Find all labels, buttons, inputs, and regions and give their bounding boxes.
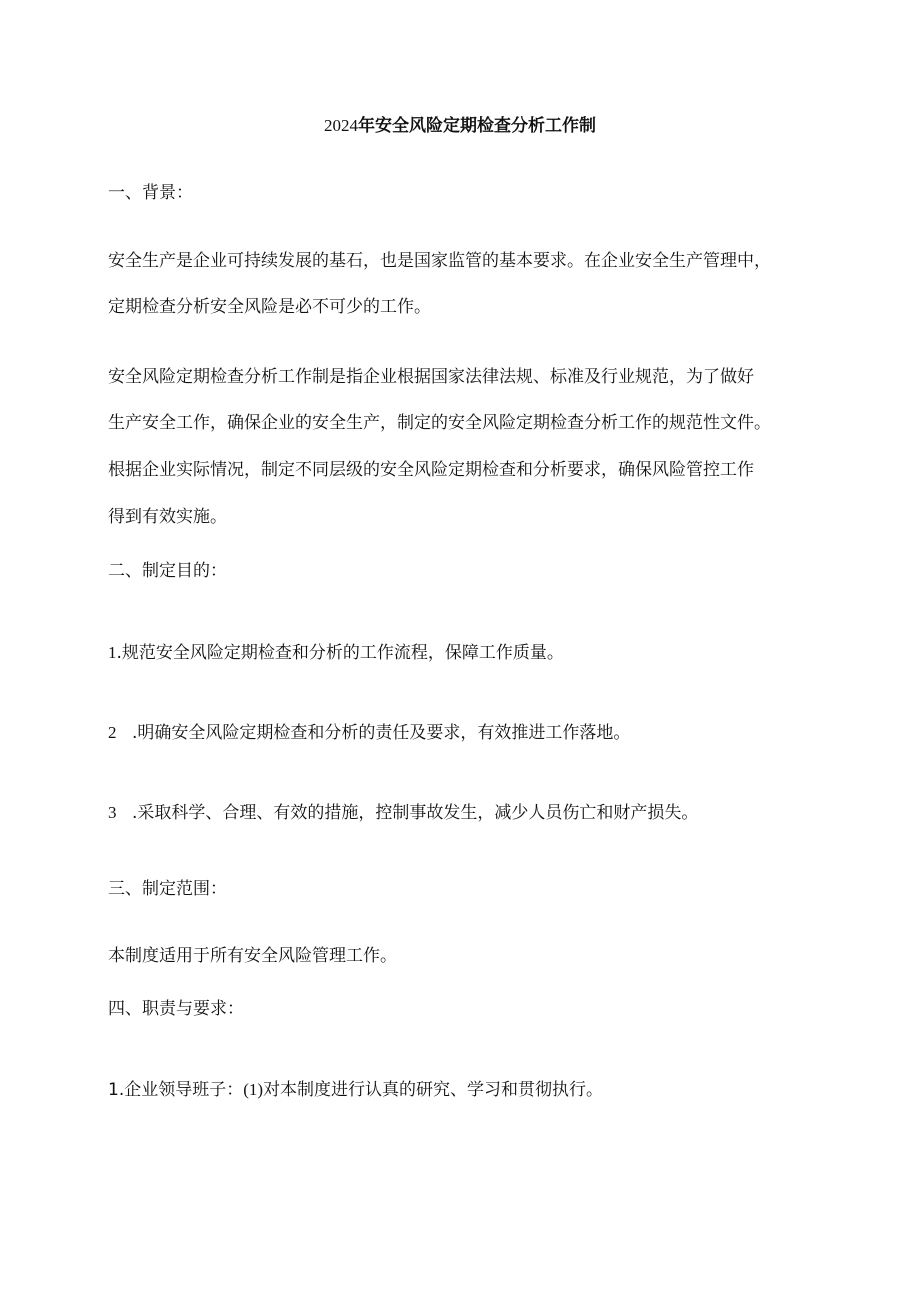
purpose-item-1-number: 1: [108, 643, 117, 662]
title-text: 年安全风险定期检查分析工作制: [358, 116, 596, 136]
title-year: 2024: [324, 116, 358, 135]
purpose-item-2-number: 2: [108, 723, 117, 742]
section-heading-purpose: 二、制定目的：: [108, 561, 227, 581]
purpose-item-2-text: .明确安全风险定期检查和分析的责任及要求，有效推进工作落地。: [132, 723, 631, 743]
purpose-item-2: [108, 720, 630, 746]
purpose-item-3-number: 3: [108, 803, 117, 822]
paragraph-definition-line-1: 安全风险定期检查分析工作制是指企业根据国家法律法规、标准及行业规范，为了做好: [108, 367, 754, 387]
scope-text: 本制度适用于所有安全风险管理工作。: [108, 946, 397, 966]
paragraph-definition-line-2: 生产安全工作，确保企业的安全生产，制定的安全风险定期检查分析工作的规范性文件。: [108, 413, 771, 433]
duty-item-1: [108, 1077, 603, 1103]
section-heading-scope: 三、制定范围：: [108, 879, 227, 899]
duty-item-1-text: 对本制度进行认真的研究、学习和贯彻执行。: [263, 1080, 604, 1100]
paragraph-background-line-1: 安全生产是企业可持续发展的基石，也是国家监管的基本要求。在企业安全生产管理中，: [108, 251, 771, 271]
document-title: [0, 113, 920, 139]
section-heading-duties: 四、职责与要求：: [108, 999, 244, 1019]
paragraph-definition-line-4: 得到有效实施。: [108, 507, 227, 527]
purpose-item-1: [108, 640, 564, 666]
paragraph-background-line-2: 定期检查分析安全风险是必不可少的工作。: [108, 297, 431, 317]
purpose-item-3-text: .采取科学、合理、有效的措施，控制事故发生，减少人员伤亡和财产损失。: [132, 803, 699, 823]
purpose-item-1-text: .规范安全风险定期检查和分析的工作流程，保障工作质量。: [116, 643, 564, 663]
section-heading-background: 一、背景：: [108, 183, 193, 203]
paragraph-definition-line-3: 根据企业实际情况，制定不同层级的安全风险定期检查和分析要求，确保风险管控工作: [108, 460, 754, 480]
purpose-item-3: [108, 800, 698, 826]
duty-item-1-prefix: 1.企业领导班子：: [108, 1080, 244, 1100]
duty-item-1-subnumber: (1): [243, 1080, 264, 1099]
